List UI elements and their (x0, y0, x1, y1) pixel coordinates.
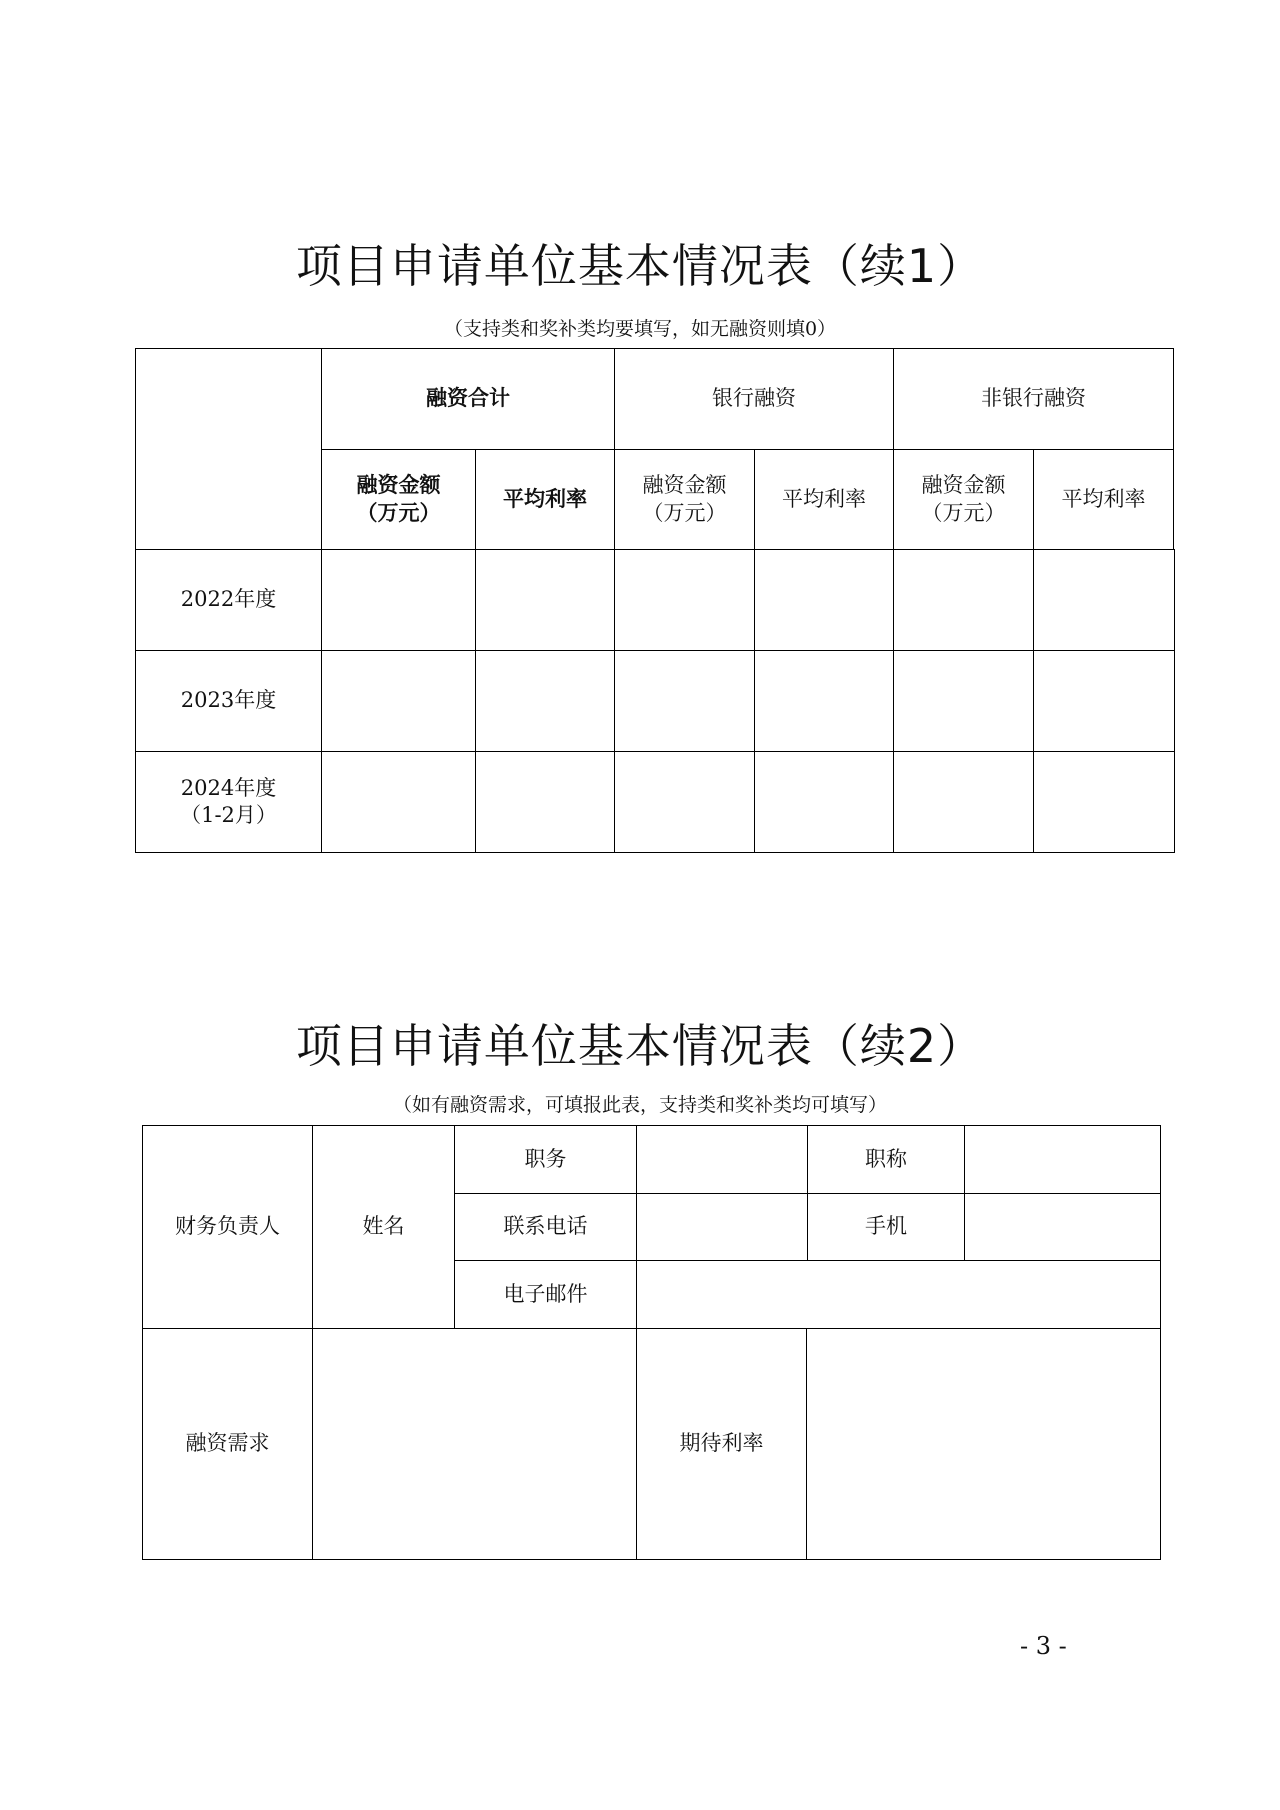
demand-label: 融资需求 (142, 1328, 313, 1560)
table-cell[interactable] (1033, 549, 1175, 651)
name-label: 姓名 (312, 1125, 455, 1329)
title-label: 职称 (807, 1125, 965, 1194)
table-cell[interactable] (321, 650, 476, 752)
bank-amount-header: 融资金额（万元） (614, 449, 755, 550)
finance-head-label: 财务负责人 (142, 1125, 313, 1329)
row-label: 2024年度（1-2月） (135, 751, 322, 853)
mobile-field[interactable] (964, 1193, 1161, 1261)
row-label: 2023年度 (135, 650, 322, 752)
email-field[interactable] (636, 1260, 1161, 1329)
table-cell[interactable] (1033, 751, 1175, 853)
mobile-label: 手机 (807, 1193, 965, 1261)
total-rate-header: 平均利率 (475, 449, 615, 550)
table-cell[interactable] (754, 650, 894, 752)
group-total: 融资合计 (321, 348, 615, 450)
table-cell[interactable] (754, 751, 894, 853)
table2-note: （如有融资需求，可填报此表，支持类和奖补类均可填写） (392, 1094, 887, 1116)
row-label: 2022年度 (135, 549, 322, 651)
nonbank-rate-header: 平均利率 (1033, 449, 1174, 550)
phone-field[interactable] (636, 1193, 808, 1261)
table-cell[interactable] (893, 650, 1034, 752)
title-field[interactable] (964, 1125, 1161, 1194)
table-cell[interactable] (893, 751, 1034, 853)
table-cell[interactable] (475, 650, 615, 752)
table2-title: 项目申请单位基本情况表（续2） (295, 1019, 985, 1073)
table1-note: （支持类和奖补类均要填写，如无融资则填0） (443, 318, 837, 340)
group-nonbank: 非银行融资 (893, 348, 1174, 450)
table1-title: 项目申请单位基本情况表（续1） (295, 239, 985, 293)
email-label: 电子邮件 (454, 1260, 637, 1329)
position-label: 职务 (454, 1125, 637, 1194)
corner-cell (135, 348, 322, 550)
nonbank-amount-header: 融资金额（万元） (893, 449, 1034, 550)
table-cell[interactable] (614, 549, 755, 651)
table-cell[interactable] (614, 751, 755, 853)
table-cell[interactable] (321, 751, 476, 853)
table-cell[interactable] (475, 751, 615, 853)
table-cell[interactable] (1033, 650, 1175, 752)
table-cell[interactable] (614, 650, 755, 752)
position-field[interactable] (636, 1125, 808, 1194)
total-amount-header: 融资金额（万元） (321, 449, 476, 550)
table-cell[interactable] (475, 549, 615, 651)
expected-rate-label: 期待利率 (636, 1328, 807, 1560)
demand-field[interactable] (312, 1328, 637, 1560)
page-number: - 3 - (1020, 1632, 1067, 1660)
group-bank: 银行融资 (614, 348, 894, 450)
table-cell[interactable] (893, 549, 1034, 651)
table-cell[interactable] (754, 549, 894, 651)
table-cell[interactable] (321, 549, 476, 651)
phone-label: 联系电话 (454, 1193, 637, 1261)
expected-rate-field[interactable] (806, 1328, 1161, 1560)
bank-rate-header: 平均利率 (754, 449, 894, 550)
